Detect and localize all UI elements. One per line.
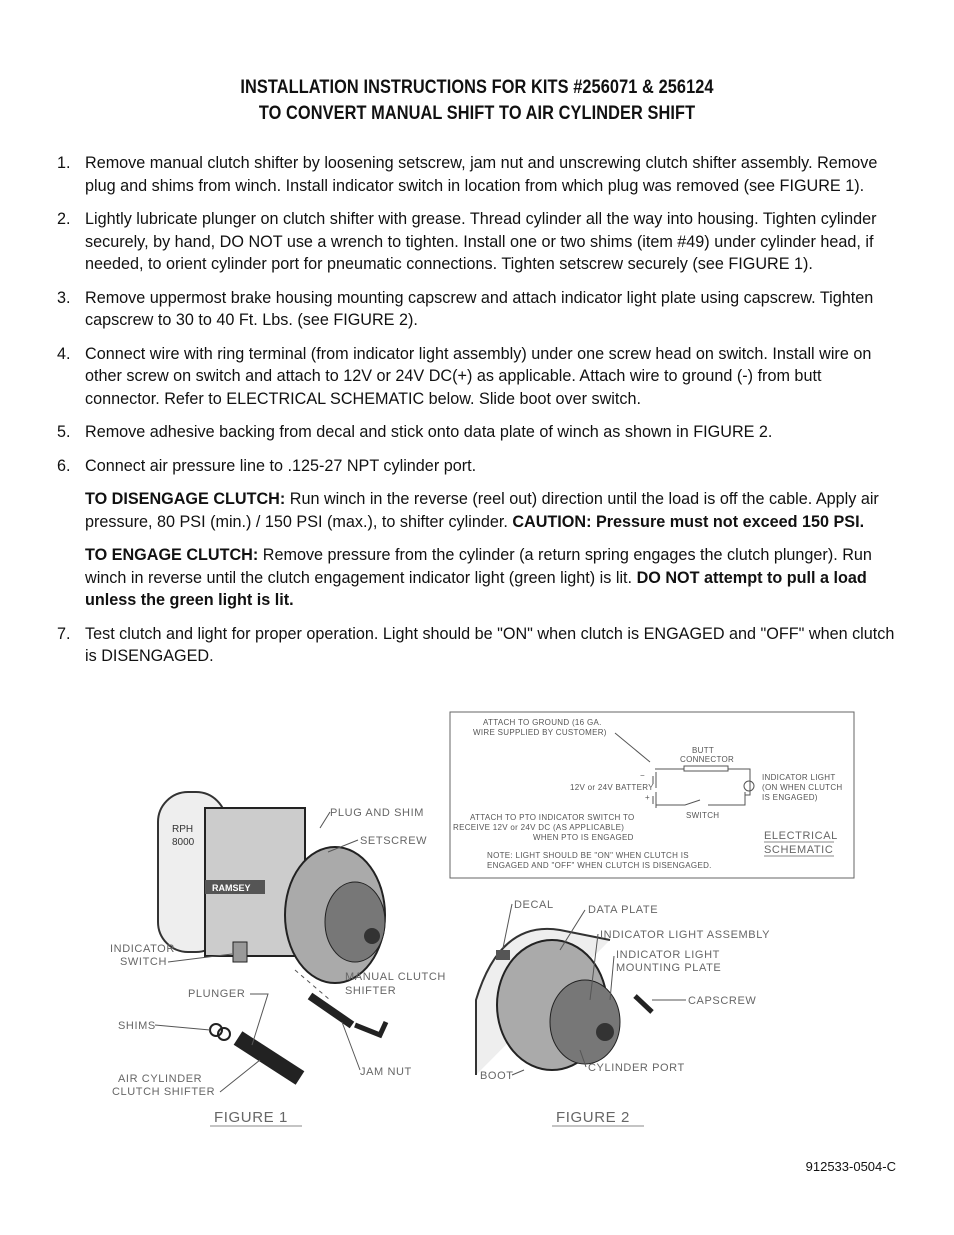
step-text: Remove uppermost brake housing mounting capscrew and attach indicator light plate using capscrew. Tighten capscrew to 30 to 40 Ft. Lbs. (see FIGURE 2). [85, 288, 874, 329]
disengage-clutch-paragraph [57, 488, 897, 533]
light-assembly-label: INDICATOR LIGHT ASSEMBLY [600, 929, 771, 941]
figure-1 [110, 792, 446, 1126]
indicator-switch-label: SWITCH [120, 956, 167, 968]
schematic-title: ELECTRICAL [764, 830, 838, 842]
ground-label: WIRE SUPPLIED BY CUSTOMER) [473, 728, 607, 737]
mounting-plate-label: MOUNTING PLATE [616, 962, 722, 974]
leader-line [168, 954, 232, 962]
butt-connector-label: CONNECTOR [680, 755, 735, 764]
switch-symbol [656, 792, 745, 805]
warning-text: DO NOT attempt to pull a load unless the green light is lit. [85, 568, 867, 609]
leader-line [610, 956, 614, 1000]
jam-nut-label: JAM NUT [360, 1066, 412, 1078]
air-cylinder-label: AIR CYLINDER [118, 1073, 203, 1085]
page-title-line-2: TO CONVERT MANUAL SHIFT TO AIR CYLINDER SHIFT [258, 103, 696, 124]
cylinder-port-label: CYLINDER PORT [588, 1062, 685, 1074]
schematic-note: ENGAGED AND "OFF" WHEN CLUTCH IS DISENGAGED. [487, 861, 712, 870]
step-number: 5. [57, 423, 71, 441]
step-number: 2. [57, 210, 71, 228]
indicator-switch-label: INDICATOR [110, 943, 175, 955]
disengage-text: Run winch in the reverse (reel out) direction until the load is off the cable. Apply air pressure, 80 PSI (min.) / 150 PSI (max.), to shifter cylinder. [85, 490, 879, 531]
step-3 [57, 287, 897, 332]
step-text: Connect wire with ring terminal (from indicator light assembly) under one screw head on switch. Install wire on other screw on switch and attach to 12V or 24V DC(+) as applicable. Attach wire to ground (-) from butt connector. Refer to ELECTRICAL SCHEMATIC below. Slide boot over switch. [85, 344, 872, 408]
leader-line [250, 994, 268, 1045]
brake-housing [325, 882, 385, 962]
butt-connector-label: BUTT [692, 746, 715, 755]
pto-label: WHEN PTO IS ENGAGED [533, 833, 634, 842]
figure-2 [476, 899, 770, 1126]
disengage-label: TO DISENGAGE CLUTCH: [85, 490, 286, 508]
shaft-end [596, 1023, 614, 1041]
electrical-schematic [450, 712, 854, 878]
illustrations [0, 700, 954, 1140]
step-text: Connect air pressure line to .125-27 NPT cylinder port. [85, 456, 477, 475]
step-2 [57, 208, 897, 276]
step-text: Test clutch and light for proper operation. Light should be "ON" when clutch is ENGAGED and "OFF" when clutch is DISENGAGED. [85, 624, 895, 665]
step-6 [57, 455, 897, 478]
plus-sign: + [645, 793, 650, 802]
light-label: IS ENGAGED) [762, 793, 818, 802]
ground-leader [615, 733, 650, 762]
leader-line [512, 1070, 524, 1075]
setscrew-label: SETSCREW [360, 835, 428, 847]
mounting-plate-label: INDICATOR LIGHT [616, 949, 720, 961]
shifter-handle [355, 1022, 386, 1035]
manual-clutch-label: MANUAL CLUTCH [345, 971, 446, 983]
decal-part [496, 950, 510, 960]
boot-label: BOOT [480, 1070, 514, 1082]
step-7 [57, 623, 897, 668]
engage-text: Remove pressure from the cylinder (a return spring engages the clutch plunger). Run winch in reverse until the clutch engagement indicator light (green light) is lit. [85, 546, 872, 587]
manual-clutch-label: SHIFTER [345, 985, 397, 997]
step-number: 1. [57, 154, 71, 172]
leader-line [220, 1060, 260, 1092]
figure-2-caption: FIGURE 2 [556, 1109, 630, 1126]
wire [655, 769, 750, 795]
engage-clutch-paragraph [57, 544, 897, 612]
pto-label: ATTACH TO PTO INDICATOR SWITCH TO [470, 813, 635, 822]
plug-and-shim-label: PLUG AND SHIM [330, 807, 424, 819]
manual-shifter [310, 996, 352, 1025]
instruction-list [57, 152, 897, 679]
leader-line [155, 1025, 210, 1030]
capscrew-label: CAPSCREW [688, 995, 757, 1007]
air-cylinder-label: CLUTCH SHIFTER [112, 1086, 216, 1098]
ground-label: ATTACH TO GROUND (16 GA. [483, 718, 602, 727]
step-number: 6. [57, 456, 71, 475]
page-title-line-1: INSTALLATION INSTRUCTIONS FOR KITS #256071 & 256124 [240, 77, 714, 98]
brake-housing [550, 980, 620, 1064]
indicator-light-symbol [744, 781, 754, 791]
pto-label: RECEIVE 12V or 24V DC (AS APPLICABLE) [453, 823, 625, 832]
caution-text: CAUTION: Pressure must not exceed 150 PSI. [512, 512, 865, 531]
step-number: 3. [57, 288, 71, 307]
motor-marking: 8000 [172, 837, 195, 848]
figure-1-caption: FIGURE 1 [214, 1109, 288, 1126]
step-text: Remove manual clutch shifter by loosening setscrew, jam nut and unscrewing clutch shifter assembly. Remove plug and shims from winch. Install indicator switch in location from which plug was removed (see FIGURE 1). [85, 154, 878, 195]
step-1 [57, 152, 897, 197]
step-text: Lightly lubricate plunger on clutch shifter with grease. Thread cylinder all the way into housing. Tighten cylinder securely, by hand, DO NOT use a wrench to tighten. Install one or two shims (item #49) under cylinder head, if needed, to orient cylinder port for pneumatic connections. Tighten setscrew securely (see FIGURE 1). [85, 210, 877, 273]
step-text: Remove adhesive backing from decal and stick onto data plate of winch as shown in FIGURE 2. [85, 423, 773, 441]
indicator-switch-part [233, 942, 247, 962]
step-number: 4. [57, 344, 71, 363]
butt-connector [684, 766, 728, 771]
switch-label: SWITCH [686, 811, 720, 820]
schematic-note: NOTE: LIGHT SHOULD BE "ON" WHEN CLUTCH IS [487, 851, 689, 860]
step-number: 7. [57, 624, 71, 643]
light-label: INDICATOR LIGHT [762, 773, 836, 782]
leader-line [320, 812, 330, 828]
plunger-label: PLUNGER [188, 988, 246, 1000]
shims-label: SHIMS [118, 1020, 156, 1032]
step-4 [57, 343, 897, 411]
brand-text: RAMSEY [212, 883, 251, 893]
battery-label: 12V or 24V BATTERY [570, 783, 654, 792]
schematic-title: SCHEMATIC [764, 844, 834, 856]
light-label: (ON WHEN CLUTCH [762, 783, 843, 792]
engage-label: TO ENGAGE CLUTCH: [85, 546, 259, 564]
minus-sign: − [640, 771, 645, 780]
air-cylinder [238, 1038, 300, 1078]
document-number: 912533-0504-C [805, 1159, 896, 1174]
shaft-end [364, 928, 380, 944]
motor-marking: RPH [172, 824, 194, 835]
decal-label: DECAL [514, 899, 554, 911]
capscrew-part [635, 996, 652, 1012]
leader-line [342, 1022, 360, 1070]
data-plate-label: DATA PLATE [588, 904, 659, 916]
step-5 [57, 421, 897, 444]
